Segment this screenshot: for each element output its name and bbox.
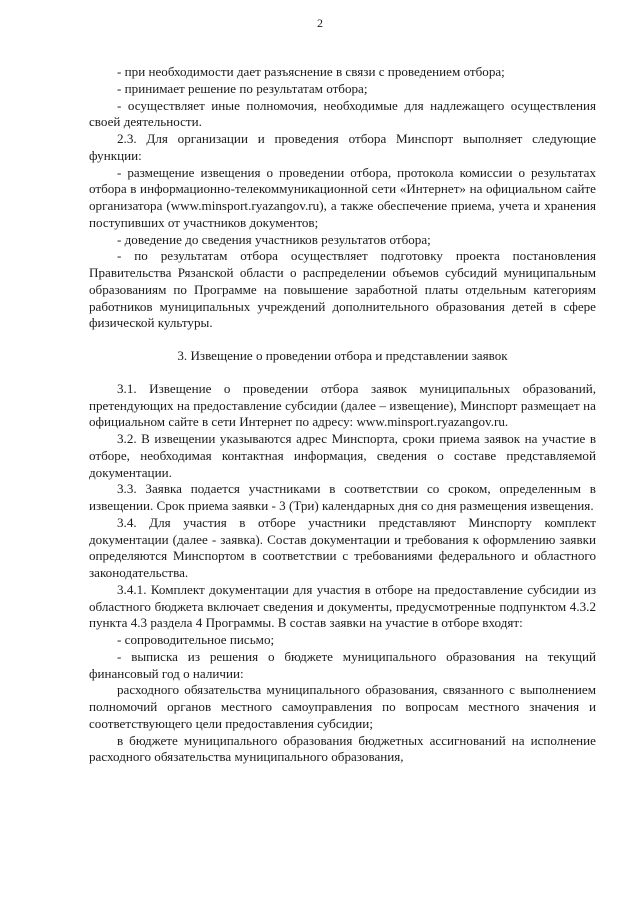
- document-body: [89, 64, 596, 766]
- paragraph: 3.2. В извещении указываются адрес Минспорта, сроки приема заявок на участие в отборе, необходимая контактная информация, сведения о составе представляемой документации.: [89, 431, 596, 480]
- paragraph: в бюджете муниципального образования бюджетных ассигнований на исполнение расходного обязательства муниципального образования,: [89, 732, 596, 765]
- paragraph: - осуществляет иные полномочия, необходимые для надлежащего осуществления своей деятельности.: [89, 97, 596, 130]
- paragraph: - доведение до сведения участников результатов отбора;: [117, 231, 431, 247]
- paragraph: 3.3. Заявка подается участниками в соответствии со сроком, определенным в извещении. Срок приема заявки - 3 (Три) календарных дня со дня размещения извещения.: [89, 481, 596, 513]
- page-number: 2: [317, 16, 323, 30]
- paragraph: 3.4.1. Комплект документации для участия в отборе на предоставление субсидии из областного бюджета включает сведения и документы, предусмотренные подпунктом 4.3.2 пункта 4.3 раздела 4 Программы. В состав заявки на участие в отборе входят:: [89, 581, 596, 631]
- paragraph: - по результатам отбора осуществляет подготовку проекта постановления Правительства Рязанской области о распределении объемов субсидий муниципальным образованиям по Программе на повышение заработной платы отдельным категориям работников муниципальных учреждений дополнительного образования детей в сфере физической культуры.: [89, 248, 596, 331]
- paragraph: - принимает решение по результатам отбора;: [117, 80, 368, 96]
- paragraph: 3.1. Извещение о проведении отбора заявок муниципальных образований, претендующих на предоставление субсидии (далее – извещение), Минспорт размещает на официальном сайте в сети Интернет по адресу: www.minsport.ryazangov.ru.: [89, 380, 596, 430]
- paragraph: - сопроводительное письмо;: [117, 632, 275, 647]
- paragraph: 3.4. Для участия в отборе участники представляют Минспорту комплект документации (далее - заявка). Состав документации и требования к оформлению заявки определяются Минспортом в соответствии с требованиями федерального и областного законодательства.: [89, 514, 596, 580]
- paragraph: - выписка из решения о бюджете муниципального образования на текущий финансовый год о наличии:: [89, 648, 596, 681]
- section-heading: 3. Извещение о проведении отбора и представлении заявок: [177, 348, 508, 363]
- paragraph: - размещение извещения о проведении отбора, протокола комиссии о результатах отбора в информационно-телекоммуникационной сети «Интернет» на официальном сайте организатора (www.minsport.ryazangov.ru), а также обеспечение приема, учета и хранения поступивших от участников документов;: [89, 164, 596, 230]
- paragraph: - при необходимости дает разъяснение в связи с проведением отбора;: [117, 64, 505, 79]
- paragraph: 2.3. Для организации и проведения отбора Минспорт выполняет следующие функции:: [89, 131, 596, 163]
- paragraph: расходного обязательства муниципального образования, связанного с выполнением полномочий органов местного самоуправления по вопросам местного значения и соответствующего цели предоставления субсидии;: [89, 682, 596, 731]
